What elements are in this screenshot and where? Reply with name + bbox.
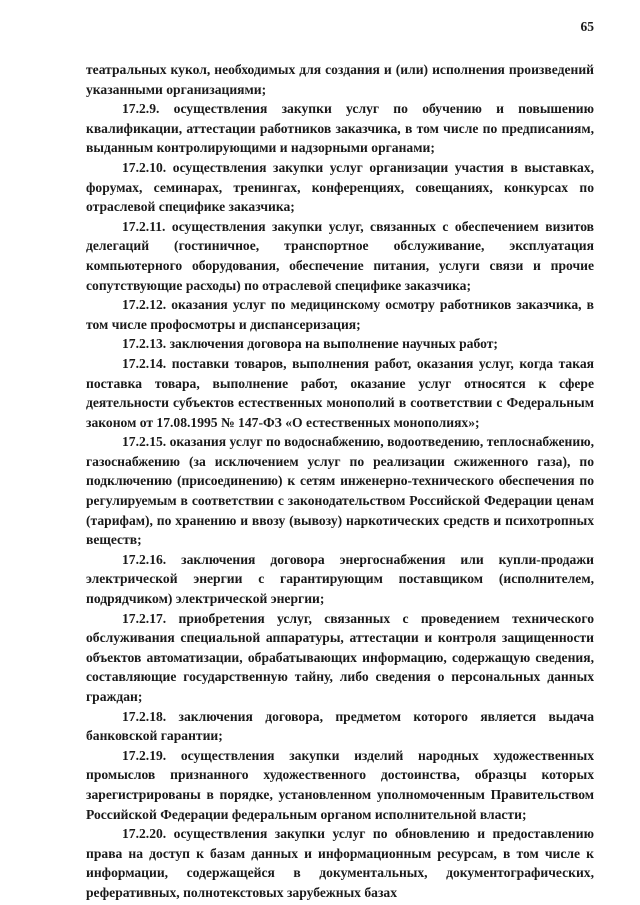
paragraph-17-2-15: 17.2.15. оказания услуг по водоснабжению, водоотведению, теплоснабжению, газоснабжению (за исключением услуг по реализации сжиженного газа), по подключению (присоединению) к сетям инженерно-технического обеспечения по регулируемым в соответствии с законодательством Российской Федерации ценам (тарифам), по хранению и ввозу (вывозу) наркотических средств и психотропных веществ; xyxy=(86,434,594,548)
paragraph-17-2-11: 17.2.11. осуществления закупки услуг, связанных с обеспечением визитов делегаций (гостиничное, транспортное обслуживание, эксплуатация компьютерного оборудования, обеспечение питания, услуги связи и прочие сопутствующие расходы) по отраслевой специфике заказчика; xyxy=(86,218,594,293)
page-number: 65 xyxy=(580,19,594,34)
paragraph-17-2-17: 17.2.17. приобретения услуг, связанных с проведением технического обслуживания специальной аппаратуры, аттестации и контроля защищенности объектов автоматизации, обрабатывающих информацию, содержащую сведения, составляющие государственную тайну, либо сведения о персональных данных граждан; xyxy=(86,610,594,704)
paragraph-17-2-19: 17.2.19. осуществления закупки изделий народных художественных промыслов признанного художественного достоинства, образцы которых зарегистрированы в порядке, установленном уполномоченным Правительством Российской Федерации федеральным органом исполнительной власти; xyxy=(86,747,594,822)
paragraph-17-2-10: 17.2.10. осуществления закупки услуг организации участия в выставках, форумах, семинарах, тренингах, конференциях, совещаниях, конкурсах по отраслевой специфике заказчика; xyxy=(86,159,594,215)
paragraph-continuation: театральных кукол, необходимых для создания и (или) исполнения произведений указанными организациями; xyxy=(86,62,594,97)
paragraph-17-2-18: 17.2.18. заключения договора, предметом которого является выдача банковской гарантии; xyxy=(86,708,594,744)
paragraph-17-2-12: 17.2.12. оказания услуг по медицинскому осмотру работников заказчика, в том числе профосмотры и диспансеризация; xyxy=(86,297,594,332)
document-body xyxy=(86,60,594,903)
paragraph-17-2-9: 17.2.9. осуществления закупки услуг по обучению и повышению квалификации, аттестации работников заказчика, в том числе по предписаниям, выданным контролирующими и надзорными органами; xyxy=(86,101,594,156)
paragraph-17-2-13: 17.2.13. заключения договора на выполнение научных работ; xyxy=(122,336,498,352)
paragraph-17-2-16: 17.2.16. заключения договора энергоснабжения или купли-продажи электрической энергии с гарантирующим поставщиком (исполнителем, подрядчиком) электрической энергии; xyxy=(86,551,594,607)
paragraph-17-2-20: 17.2.20. осуществления закупки услуг по обновлению и предоставлению права на доступ к базам данных и информационным ресурсам, в том числе к информации, содержащейся в документальных, документографических, реферативных, полнотекстовых зарубежных базах xyxy=(86,826,594,900)
paragraph-17-2-14: 17.2.14. поставки товаров, выполнения работ, оказания услуг, когда такая поставка товара, выполнение работ, оказание услуг относятся к сфере деятельности субъектов естественных монополий в соответствии с Федеральным законом от 17.08.1995 № 147-ФЗ «О естественных монополиях»; xyxy=(86,355,594,430)
